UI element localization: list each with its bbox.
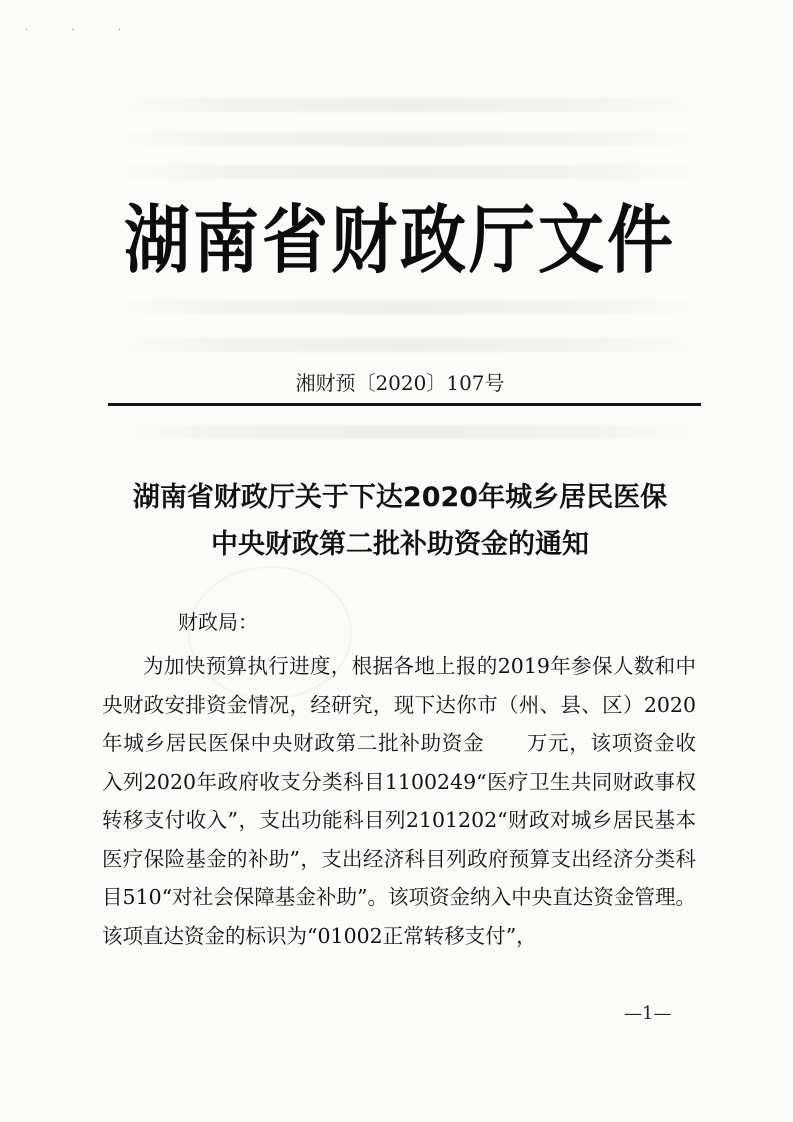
header-divider-line: [108, 403, 701, 406]
body-paragraph: 为加快预算执行进度，根据各地上报的2019年参保人数和中央财政安排资金情况，经研究，现下达你市（州、县、区）2020年城乡居民医保中央财政第二批补助资金 万元，该项资金收入列2020年政府收支分类科目1100249“医疗卫生共同财政事权转移支付收入”，支出功能科目列2101202“财政对城乡居民基本医疗保险基金的补助”，支出经济科目列政府预算支出经济分类科目510“对社会保障基金补助”。该项资金纳入中央直达资金管理。该项直达资金的标识为“01002正常转移支付”，: [102, 654, 696, 948]
title-line-1: 湖南省财政厅关于下达2020年城乡居民医保: [132, 482, 668, 513]
title-line-2: 中央财政第二批补助资金的通知: [211, 529, 589, 560]
bleed-through-shadow: [110, 98, 710, 112]
bleed-through-shadow: [110, 165, 710, 179]
salutation: 财政局：: [178, 610, 258, 634]
bleed-through-shadow: [110, 132, 710, 146]
document-header: 湖南省财政厅文件: [124, 197, 676, 284]
scan-speck-marks: · · ·: [25, 25, 141, 36]
body-text: [102, 647, 696, 955]
bleed-through-shadow: [110, 425, 710, 439]
document-number: 湘财预〔2020〕107号: [295, 371, 505, 395]
document-title: [90, 474, 710, 568]
page-number: —1—: [624, 1003, 672, 1024]
bleed-through-shadow: [110, 300, 710, 314]
bleed-through-shadow: [110, 338, 710, 352]
